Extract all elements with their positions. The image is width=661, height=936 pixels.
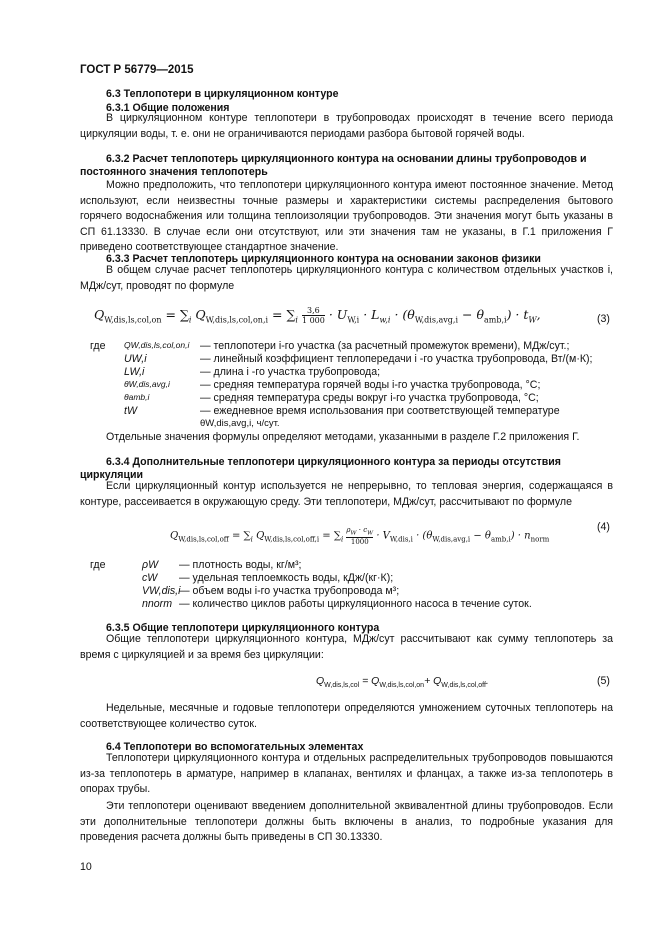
def-text-t: — ежедневное время использования при соответствующей температуре — [200, 405, 560, 417]
def-text-theta-amb: — средняя температура среды вокруг i-го участка трубопровода, °C; — [200, 392, 539, 404]
def-text-q: — теплопотери i-го участка (за расчетный промежуток времени), МДж/сут.; — [200, 340, 570, 352]
def-sym-c: cW — [142, 572, 158, 584]
def-text-u: — линейный коэффициент теплопередачи i -го участка трубопровода, Вт/(м·К); — [200, 353, 593, 365]
section-6-3-1-text: В циркуляционном контуре теплопотери в трубопроводах происходят в течение всего периода циркуляции воды, т. е. они не ограничиваются периодами разбора бытовой горячей воды. — [80, 112, 613, 140]
section-6-4-paragraph-1: Теплопотери циркуляционного контура и отдельных распределительных трубопроводов повышаются из-за теплопотерь в арматуре, например в клапанах, вентилях и фланцах, а также из-за теплопотерь в опорах трубы. — [80, 752, 613, 796]
document-header: ГОСТ Р 56779—2015 — [80, 64, 194, 76]
def-sym-v: VW,dis,i — [142, 585, 181, 597]
section-6-3-5-text: Общие теплопотери циркуляционного контура, МДж/сут рассчитывают как сумму теплопотерь за время с циркуляцией и за время без циркуляции: — [80, 633, 613, 661]
def-text-n: — количество циклов работы циркуляционного насоса в течение суток. — [179, 598, 532, 610]
section-6-4-paragraph-2: Эти теплопотери оценивают введением дополнительной эквивалентной длины трубопроводов. Если эти дополнительные теплопотери должны быть включены в анализ, то подробные указания для проведения расчета должны быть приведены в СП 30.13330. — [80, 800, 613, 844]
section-6-3-2-text: Можно предположить, что теплопотери циркуляционного контура имеют постоянное значение. Метод используют, если неизвестны точные размеры и характеристики системы распределения бытового горячего водоснабжения или толщина теплоизоляции трубопроводов. Эти значения могут быть указаны в СП 61.13330. В случае если они отсутствуют, или эти значения там не указаны, в Г.1 приложения Г приведено соответствующее стандартное значение. — [80, 179, 613, 254]
section-6-3-4-text: Если циркуляционный контур используется не непрерывно, то тепловая энергия, содержащаяся в контуре, рассеивается в окружающую среду. Эти теплопотери, МДж/сут, рассчитывают по формуле — [80, 480, 613, 508]
def-text-theta-w: — средняя температура горячей воды i-го участка трубопровода, °C; — [200, 379, 541, 391]
def-sym-theta-w: θW,dis,avg,i — [124, 379, 170, 389]
where-label: где — [90, 340, 106, 352]
where-label-2: где — [90, 559, 106, 571]
section-6-4-title: 6.4 Теплопотери во вспомогательных элементах — [106, 741, 364, 753]
section-6-3-1-title: 6.3.1 Общие положения — [106, 102, 230, 114]
section-6-3-3-title: 6.3.3 Расчет теплопотерь циркуляционного контура на основании законов физики — [106, 253, 541, 265]
equation-4-number: (4) — [597, 521, 610, 533]
section-6-3-2-title-line2: постоянного значения теплопотерь — [80, 166, 268, 178]
after-equation-5: Недельные, месячные и годовые теплопотери определяются умножением суточных теплопотерь на соответствующее количество суток. — [80, 702, 613, 730]
def-sym-q: QW,dis,ls,col,on,i — [124, 340, 190, 350]
def-text-t-cont: θW,dis,avg,i, ч/сут. — [200, 418, 280, 429]
def-sym-u: UW,i — [124, 353, 147, 365]
page-number: 10 — [80, 861, 92, 873]
def-text-c: — удельная теплоемкость воды, кДж/(кг·К); — [179, 572, 394, 584]
section-6-3-4-title-line2: циркуляции — [80, 469, 143, 481]
equation-3: $Q_{W,dis,ls,col,on} = \sum_i$ $Q_{W,dis,ls,col,on,i} = \sum_i$ $\frac{3,6}{1 000}$ · $U_{W,i} \cdot L_{w,i} \cdot (\theta_{W,dis,avg,i} - \theta_{amb,i}) \cdot t_W$, — [94, 306, 541, 325]
equation-4: $Q_{W,dis,ls,col,off} = \sum_i$ $Q_{W,dis,ls,col,off,i} = \sum_i$ $\frac{\rho_W \cdot c_W}{1000}$ · $V_{W,dis,i} \cdot (\theta_{W,dis,avg,i} - \theta_{amb,i}) \cdot n_{norm}$ — [170, 526, 550, 547]
def-text-l: — длина i -го участка трубопровода; — [200, 366, 381, 378]
section-6-3-5-title: 6.3.5 Общие теплопотери циркуляционного контура — [106, 622, 380, 634]
section-6-3-2-title-line1: 6.3.2 Расчет теплопотерь циркуляционного контура на основании длины трубопроводов и — [106, 153, 587, 165]
def-sym-rho: ρW — [142, 559, 159, 571]
def-sym-n: nnorm — [142, 598, 173, 610]
def-sym-t: tW — [124, 405, 137, 417]
section-6-3-3-text: В общем случае расчет теплопотерь циркуляционного контура с количеством отдельных участков i, МДж/сут, проводят по формуле — [80, 264, 613, 292]
equation-3-number: (3) — [597, 313, 610, 325]
def-text-rho: — плотность воды, кг/м³; — [179, 559, 302, 571]
def-sym-l: LW,i — [124, 366, 145, 378]
equation-5-number: (5) — [597, 675, 610, 687]
def-text-v: — объем воды i-го участка трубопровода м³; — [179, 585, 400, 597]
equation-5: $Q_{W,dis,ls,col} = Q_{W,dis,ls,col,on}+ Q_{W,dis,ls,col,off}$. — [316, 675, 489, 690]
section-6-3-4-title-line1: 6.3.4 Дополнительные теплопотери циркуляционного контура за периоды отсутствия — [106, 456, 561, 468]
section-6-3-title: 6.3 Теплопотери в циркуляционном контуре — [106, 88, 339, 100]
after-equation-3: Отдельные значения формулы определяют методами, указанными в разделе Г.2 приложения Г. — [106, 431, 580, 443]
def-sym-theta-amb: θamb,i — [124, 392, 150, 402]
